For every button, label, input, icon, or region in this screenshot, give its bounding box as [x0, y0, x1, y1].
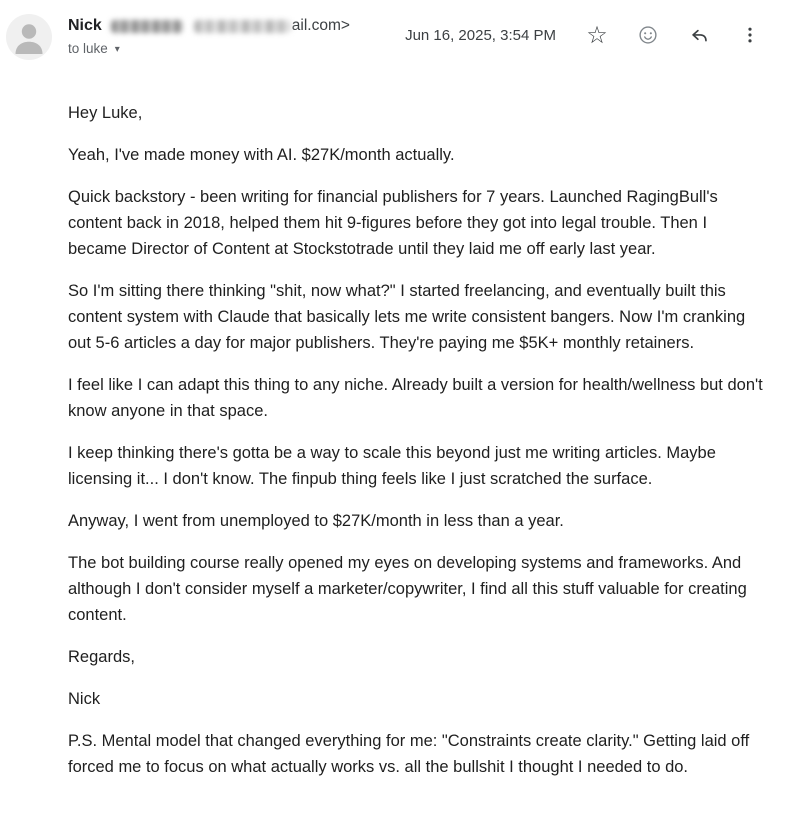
redacted-last-name: [111, 20, 183, 33]
email-paragraph: The bot building course really opened my eyes on developing systems and frameworks. And although I don't consider myself a marketer/copywriter, I find all this stuff valuable for creating content.: [68, 554, 747, 624]
redacted-email-prefix: [194, 20, 291, 33]
sender-block: [68, 14, 350, 56]
email-paragraph: Yeah, I've made money with AI. $27K/month actually.: [68, 146, 455, 164]
message-date: Jun 16, 2025, 3:54 PM: [405, 26, 556, 44]
star-icon[interactable]: ☆: [586, 21, 608, 49]
email-paragraph: So I'm sitting there thinking "shit, now what?" I started freelancing, and eventually built this content system with Claude that basically lets me write consistent bangers. Now I'm cranking out 5-6 articles a day for major publishers. They're paying me $5K+ monthly retainers.: [68, 282, 746, 352]
avatar[interactable]: [6, 14, 52, 60]
sender-name[interactable]: Nick: [68, 17, 102, 34]
recipient-label: to luke: [68, 41, 108, 56]
email-paragraph-signoff: Regards,: [68, 648, 135, 666]
email-header: [0, 0, 800, 60]
chevron-down-icon[interactable]: ▾: [114, 43, 120, 55]
email-paragraph-greeting: Hey Luke,: [68, 104, 143, 122]
email-paragraph: Quick backstory - been writing for financial publishers for 7 years. Launched RagingBull's content back in 2018, helped them hit 9-figures before they got into legal trouble. Then I became Director of Content at Stockstotrade until they laid me off early last year.: [68, 188, 718, 258]
reply-icon[interactable]: [687, 23, 711, 47]
header-actions: [405, 14, 762, 47]
more-vert-icon[interactable]: [738, 23, 762, 47]
email-paragraph-postscript: P.S. Mental model that changed everything for me: "Constraints create clarity." Getting laid off forced me to focus on what actually works vs. all the bullshit I thought I needed to do.: [68, 732, 750, 776]
email-body: [0, 60, 800, 815]
emoji-reaction-icon[interactable]: [636, 23, 660, 47]
person-icon: [6, 14, 52, 60]
email-paragraph: I keep thinking there's gotta be a way to scale this beyond just me writing articles. Maybe licensing it... I don't know. The finpub thing feels like I just scratched the surface.: [68, 444, 716, 488]
recipient-row[interactable]: [68, 41, 120, 56]
email-paragraph: Anyway, I went from unemployed to $27K/month in less than a year.: [68, 512, 564, 530]
email-paragraph: I feel like I can adapt this thing to any niche. Already built a version for health/wellness but don't know anyone in that space.: [68, 376, 763, 420]
sender-line: [68, 17, 350, 35]
email-paragraph-signature: Nick: [68, 690, 101, 708]
sender-email-suffix: ail.com>: [291, 17, 350, 34]
